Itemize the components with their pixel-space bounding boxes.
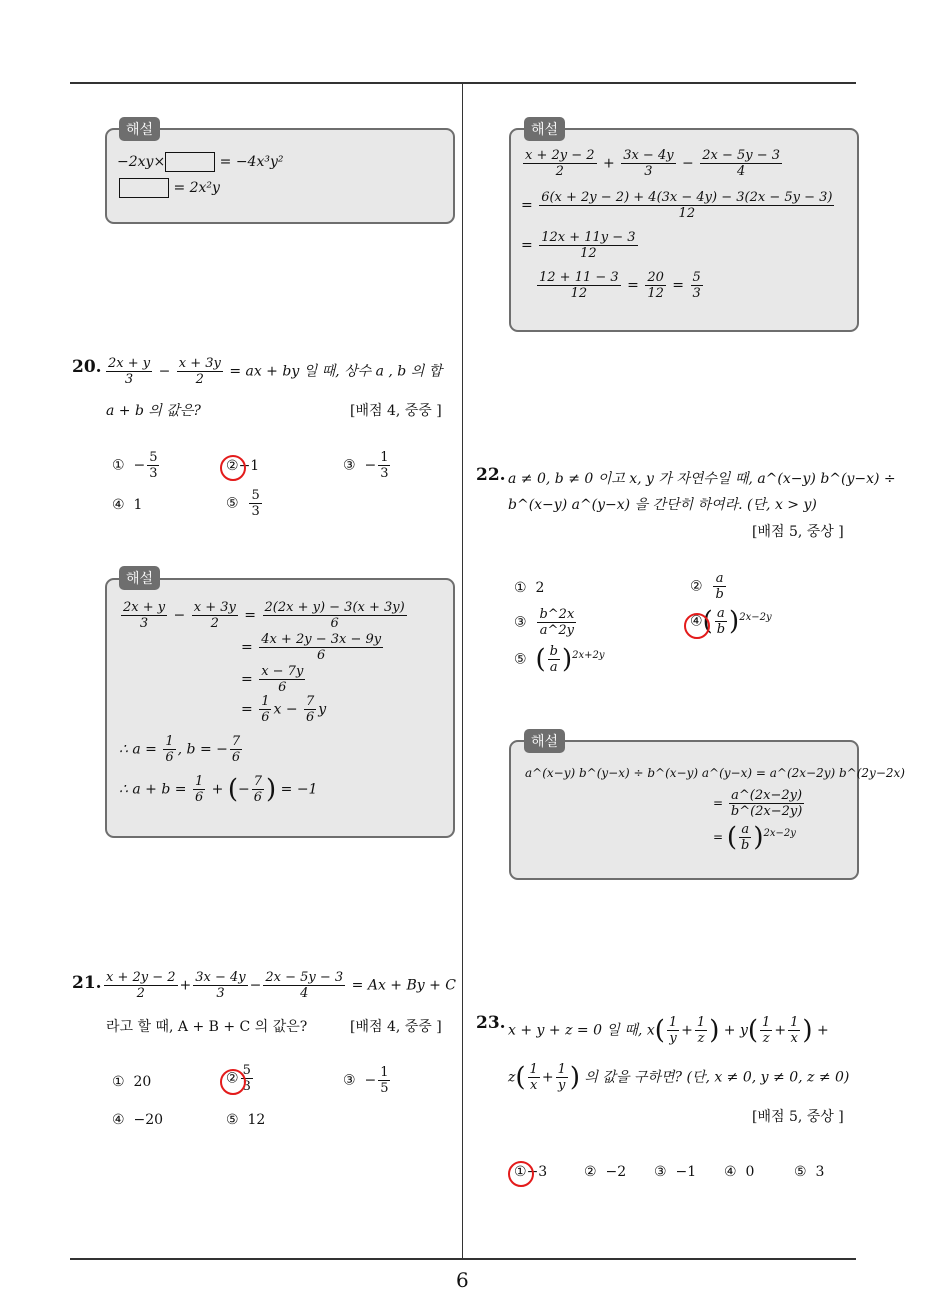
question-22-meta: [배점 5, 중상 ] [752, 524, 844, 540]
sol20-row6: ∴ a + b = $\frac{1}{6}$ + (− $\frac{7}{6}$ ) = −1 [119, 774, 318, 805]
q22-option-1[interactable]: ① 2 [514, 580, 545, 596]
q20-option-3[interactable]: ③ − $\frac{1}{3}$ [343, 450, 389, 481]
question-20-text: $\frac{2x + y}{3}$ − $\frac{x + 3y}{2}$ = ax + by 일 때, 상수 a , b 의 합 [108, 356, 443, 387]
sol20-row5: ∴ a = $\frac{1}{6}$ , b = − $\frac{7}{6}$ [119, 734, 241, 765]
sol20-row4: = $\frac{1}{6}$ x − $\frac{7}{6}$ y [241, 694, 327, 725]
header-rule [70, 82, 856, 84]
solution-box-21 [509, 128, 859, 332]
q21-option-1[interactable]: ① 20 [112, 1074, 152, 1090]
q22-option-2[interactable]: ② $\frac{a}{b}$ [690, 571, 724, 602]
q22-option-3[interactable]: ③ $\frac{b\^{}2x}{a\^{}2y}$ [514, 607, 575, 638]
question-number: 20. [72, 357, 102, 377]
q22-option-4[interactable]: ④( $\frac{a}{b}$ )$^{2x-2y}$ [690, 606, 772, 637]
question-number: 22. [476, 465, 506, 485]
solution-tag: 해설 [524, 729, 565, 753]
sol19-line1: −2xy× = −4x³y² [117, 154, 284, 170]
q23-option-1[interactable]: ①−3 [514, 1164, 548, 1180]
sol21-row4: $\frac{12 + 11 - 3}{12}$ = $\frac{20}{12}$ = $\frac{5}{3}$ [539, 270, 701, 301]
solution-tag: 해설 [119, 566, 160, 590]
q21-option-2[interactable]: ② $\frac{5}{3}$ [226, 1063, 251, 1094]
solution-box-19 [105, 128, 455, 224]
sol20-row2: = $\frac{4x + 2y - 3x - 9y}{6}$ [241, 632, 382, 663]
question-21-meta: [배점 4, 중중 ] [350, 1019, 442, 1035]
q22-option-5[interactable]: ⑤ ( $\frac{b}{a}$ )$^{2x+2y}$ [514, 644, 605, 675]
q20-option-5[interactable]: ⑤ $\frac{5}{3}$ [226, 488, 260, 519]
question-23-line2: z( $\frac{1}{x}$ + $\frac{1}{y}$ ) 의 값을 구하면? (단, x ≠ 0, y ≠ 0, z ≠ 0) [508, 1062, 850, 1093]
q23-option-5[interactable]: ⑤ 3 [794, 1164, 825, 1180]
sol22-row1: a^(x−y) b^(y−x) ÷ b^(x−y) a^(y−x) = a^(2x−2y) b^(2y−2x) [525, 766, 905, 780]
sol21-row2: = $\frac{6(x + 2y - 2) + 4(3x - 4y) - 3(2x - 5y - 3)}{12}$ [521, 190, 833, 221]
selected-answer-circle [684, 613, 710, 639]
question-number: 23. [476, 1013, 506, 1033]
column-divider [462, 84, 463, 1258]
q20-option-4[interactable]: ④ 1 [112, 497, 143, 513]
sol21-row3: = $\frac{12x + 11y - 3}{12}$ [521, 230, 636, 261]
q20-option-1[interactable]: ① − $\frac{5}{3}$ [112, 450, 158, 481]
q21-option-5[interactable]: ⑤ 12 [226, 1112, 266, 1128]
solution-tag: 해설 [524, 117, 565, 141]
selected-answer-circle [220, 1069, 246, 1095]
question-20-meta: [배점 4, 중중 ] [350, 403, 442, 419]
q23-option-3[interactable]: ③ −1 [654, 1164, 697, 1180]
sol21-row1: $\frac{x + 2y - 2}{2}$ + $\frac{3x - 4y}{3}$ − $\frac{2x - 5y - 3}{4}$ [525, 148, 781, 179]
selected-answer-circle [508, 1161, 534, 1187]
footer-rule [70, 1258, 856, 1260]
q20-option-2[interactable]: ②−1 [226, 458, 260, 474]
sol20-row3: = $\frac{x - 7y}{6}$ [241, 664, 304, 695]
solution-tag: 해설 [119, 117, 160, 141]
sol19-line2: = 2x²y [119, 178, 220, 198]
question-23-meta: [배점 5, 중상 ] [752, 1109, 844, 1125]
question-21-text: $\frac{x + 2y - 2}{2}$ + $\frac{3x - 4y}{3}$ − $\frac{2x - 5y - 3}{4}$ = Ax + By + C [106, 970, 457, 1001]
question-22-line2: b^(x−y) a^(y−x) 을 간단히 하여라. (단, x > y) [508, 497, 817, 513]
selected-answer-circle [220, 455, 246, 481]
q21-option-3[interactable]: ③ − $\frac{1}{5}$ [343, 1065, 389, 1096]
page-number: 6 [456, 1268, 469, 1292]
answer-blank [119, 178, 169, 198]
sol20-row1: $\frac{2x + y}{3}$ − $\frac{x + 3y}{2}$ = $\frac{2(2x + y) - 3(x + 3y)}{6}$ [123, 600, 405, 631]
solution-box-22 [509, 740, 905, 880]
question-22-line1: a ≠ 0, b ≠ 0 이고 x, y 가 자연수일 때, a^(x−y) b^(y−x) ÷ [508, 471, 896, 487]
question-20-line2: a + b 의 값은? [106, 403, 201, 419]
answer-blank [165, 152, 215, 172]
q21-option-4[interactable]: ④ −20 [112, 1112, 164, 1128]
sol22-row3: = ( $\frac{a}{b}$ )$^{2x-2y}$ [713, 822, 796, 853]
solution-box-20 [105, 578, 455, 838]
question-23-line1: x + y + z = 0 일 때, x( $\frac{1}{y}$ + $\frac{1}{z}$ ) + y( $\frac{1}{z}$ + $\frac{1}{x}$ ) + [508, 1015, 829, 1046]
q23-option-2[interactable]: ② −2 [584, 1164, 627, 1180]
q23-option-4[interactable]: ④ 0 [724, 1164, 755, 1180]
question-21-line2: 라고 할 때, A + B + C 의 값은? [106, 1019, 308, 1035]
question-number: 21. [72, 973, 102, 993]
sol22-row2: = $\frac{a\^{}(2x-2y)}{b\^{}(2x-2y)}$ [713, 788, 803, 819]
